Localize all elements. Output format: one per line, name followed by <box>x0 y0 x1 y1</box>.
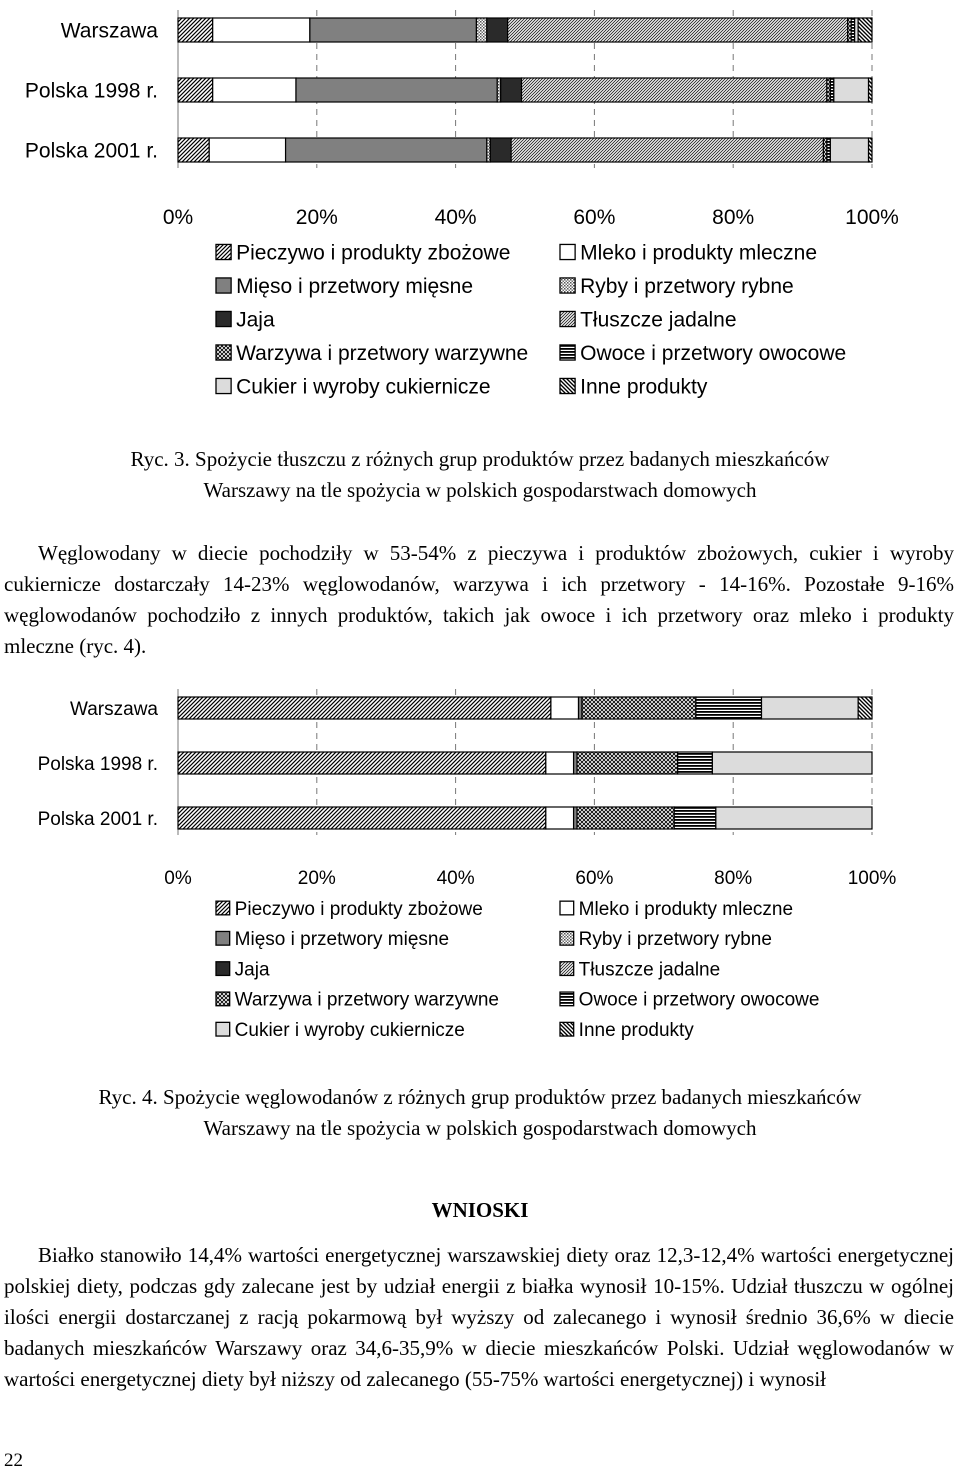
legend-label: Cukier i wyroby cukiernicze <box>234 1020 465 1042</box>
legend-swatch <box>216 311 231 326</box>
bar-segment <box>476 18 486 42</box>
bar-segment <box>678 752 713 774</box>
bar-segment <box>546 807 574 829</box>
bar-segment <box>712 752 872 774</box>
bar-segment <box>487 18 508 42</box>
legend-label: Inne produkty <box>580 375 708 399</box>
bar-segment <box>551 697 579 719</box>
bar-segment <box>834 78 869 102</box>
legend-swatch <box>560 378 575 393</box>
legend-label: Pieczywo i produkty zbożowe <box>236 241 511 265</box>
x-tick-label: 0% <box>164 868 192 889</box>
section-heading: WNIOSKI <box>431 1198 529 1222</box>
category-label: Polska 1998 r. <box>24 79 158 103</box>
legend-label: Jaja <box>234 959 270 981</box>
bar-segment <box>858 18 872 42</box>
caption-line: Ryc. 4. Spożycie węglowodanów z różnych grup produktów przez badanych mieszkańców <box>98 1085 862 1109</box>
bar-segment <box>178 138 209 162</box>
legend-label: Warzywa i przetwory warzywne <box>234 989 499 1011</box>
legend-swatch <box>560 345 575 360</box>
bar-segment <box>511 138 823 162</box>
legend-swatch <box>216 278 231 293</box>
legend-swatch <box>216 244 231 259</box>
x-tick-label: 60% <box>575 868 614 889</box>
bar-segment <box>696 697 762 719</box>
x-tick-label: 60% <box>573 206 616 229</box>
legend-label: Owoce i przetwory owocowe <box>580 342 847 366</box>
bar-segment <box>869 78 872 102</box>
legend-swatch <box>216 901 230 915</box>
legend-label: Warzywa i przetwory warzywne <box>236 342 529 366</box>
legend-label: Ryby i przetwory rybne <box>580 275 794 299</box>
legend-swatch <box>216 931 230 945</box>
bar-segment <box>546 752 574 774</box>
legend-label: Ryby i przetwory rybne <box>578 929 772 951</box>
x-tick-label: 20% <box>295 206 338 229</box>
figure-4-caption <box>0 1082 960 1144</box>
legend-swatch <box>560 244 575 259</box>
legend-swatch <box>560 992 574 1006</box>
caption-line: Warszawy na tle spożycia w polskich gospodarstwach domowych <box>203 478 757 502</box>
legend-swatch <box>216 378 231 393</box>
legend-swatch <box>216 1022 230 1036</box>
category-label: Polska 2001 r. <box>37 808 158 830</box>
legend-label: Mięso i przetwory mięsne <box>236 275 474 299</box>
bar-segment <box>716 807 872 829</box>
caption-line: Warszawy na tle spożycia w polskich gospodarstwach domowych <box>203 1116 757 1140</box>
bar-segment <box>490 138 511 162</box>
legend-label: Mleko i produkty mleczne <box>578 898 794 920</box>
bar-segment <box>577 752 678 774</box>
bar-segment <box>213 18 310 42</box>
legend-swatch <box>560 962 574 976</box>
bar-segment <box>501 78 522 102</box>
bar-segment <box>582 697 696 719</box>
legend-swatch <box>216 962 230 976</box>
x-tick-label: 100% <box>847 868 897 889</box>
legend-label: Pieczywo i produkty zbożowe <box>234 898 483 920</box>
bar-segment <box>869 138 872 162</box>
legend-label: Inne produkty <box>578 1020 694 1042</box>
legend-label: Mięso i przetwory mięsne <box>234 929 450 951</box>
x-tick-label: 80% <box>714 868 753 889</box>
bar-segment <box>286 138 487 162</box>
legend-swatch <box>560 1022 574 1036</box>
legend-label: Tłuszcze jadalne <box>580 308 737 332</box>
paragraph-carbohydrates: Węglowodany w diecie pochodziły w 53-54% z pieczywa i produktów zbożowych, cukier i wyroby cukiernicze dostarczały 14-23% węglowodanów, warzywa i ich przetwory - 14-16%. Pozostałe 9-16% węglowodanów pochodziło z innych produktów, takich jak owoce i ich przetwory oraz mleko i produkty mleczne (ryc. 4). <box>4 541 954 658</box>
legend-label: Tłuszcze jadalne <box>578 959 721 981</box>
bar-segment <box>577 807 674 829</box>
paragraph-conclusions: Białko stanowiło 14,4% wartości energetycznej warszawskiej diety oraz 12,3-12,4% wartości energetycznej polskiej diety, podczas gdy zalecane jest by udział energii z białka wynosił 10-15%. Udział tłuszczu w ogólnej ilości energii dostarczanej z racją pokarmową był wyższy od zalecanego i wynosił średnio 36,6% w diecie badanych mieszkańców Warszawy oraz 34,6-35,9% w diecie mieszkańców Polski. Udział węglowodanów w wartości energetycznej diety był niższy od zalecanego (55-75% wartości energetycznej) i wynosił <box>4 1243 954 1391</box>
legend-label: Owoce i przetwory owocowe <box>578 989 820 1011</box>
category-label: Polska 2001 r. <box>24 139 158 163</box>
x-tick-label: 0% <box>162 206 194 229</box>
bar-segment <box>508 18 848 42</box>
bar-segment <box>310 18 477 42</box>
x-tick-label: 20% <box>297 868 336 889</box>
bar-segment <box>178 752 546 774</box>
caption-line: Ryc. 3. Spożycie tłuszczu z różnych grup produktów przez badanych mieszkańców <box>130 447 830 471</box>
x-tick-label: 40% <box>434 206 477 229</box>
bar-segment <box>830 138 868 162</box>
bar-segment <box>762 697 859 719</box>
legend-swatch <box>216 345 231 360</box>
x-tick-label: 100% <box>845 206 899 229</box>
category-label: Polska 1998 r. <box>37 753 158 775</box>
bar-segment <box>178 18 213 42</box>
legend-swatch <box>560 901 574 915</box>
bar-segment <box>858 697 872 719</box>
bar-segment <box>213 78 296 102</box>
bar-segment <box>522 78 827 102</box>
legend-label: Cukier i wyroby cukiernicze <box>236 375 491 399</box>
fat-chart <box>25 10 899 399</box>
legend-label: Mleko i produkty mleczne <box>580 241 818 265</box>
page-number: 22 <box>4 1450 23 1471</box>
legend-swatch <box>216 992 230 1006</box>
legend-swatch <box>560 931 574 945</box>
bar-segment <box>178 78 213 102</box>
figure-3-caption <box>0 444 960 506</box>
legend-swatch <box>560 278 575 293</box>
bar-segment <box>209 138 285 162</box>
bar-segment <box>296 78 497 102</box>
bar-segment <box>674 807 716 829</box>
bar-segment <box>178 807 546 829</box>
bar-segment <box>178 697 551 719</box>
category-label: Warszawa <box>60 19 158 43</box>
x-tick-label: 80% <box>712 206 755 229</box>
legend-swatch <box>560 311 575 326</box>
carbohydrate-chart <box>38 689 897 1041</box>
category-label: Warszawa <box>70 698 158 720</box>
x-tick-label: 40% <box>436 868 475 889</box>
legend-label: Jaja <box>236 308 275 332</box>
